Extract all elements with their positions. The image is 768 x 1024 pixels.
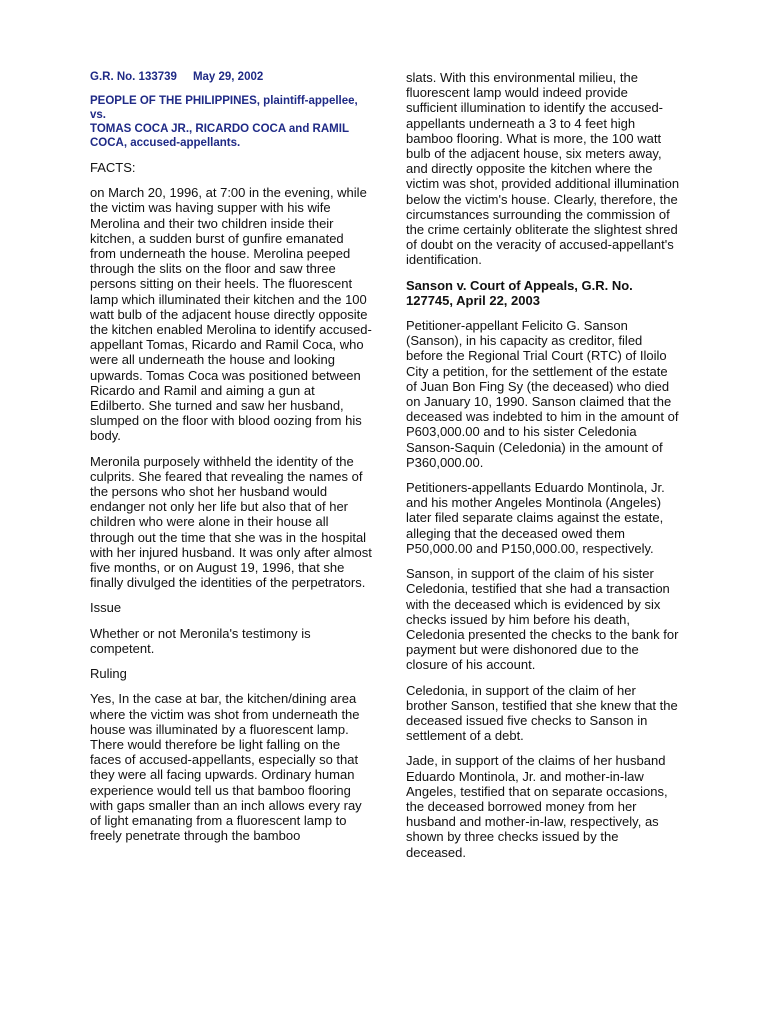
ruling-continued: slats. With this environmental milieu, the fluorescent lamp would indeed provide sufficient illumination to identify the accused-appellants underneath a 3 to 4 feet high bamboo flooring. What is more, the 100 watt bulb of the adjacent house, six meters away, and directly opposite the kitchen where the victim was shot, provided additional illumination below the victim's house. Clearly, therefore, the circumstances surrounding the commission of the crime certainly obliterate the slightest shred of doubt on the veracity of accused-appellant's identification. bbox=[406, 70, 680, 268]
case-2-paragraph-1: Petitioner-appellant Felicito G. Sanson (Sanson), in his capacity as creditor, filed before the Regional Trial Court (RTC) of Iloilo City a petition, for the settlement of the estate of Juan Bon Fing Sy (the deceased) who died on January 10, 1990. Sanson claimed that the deceased was indebted to him in the amount of P603,000.00 and to his sister Celedonia Sanson-Saquin (Celedonia) in the amount of P360,000.00. bbox=[406, 318, 679, 470]
issue-heading: Issue bbox=[90, 600, 122, 616]
case-header bbox=[90, 70, 372, 84]
right-column bbox=[406, 70, 680, 870]
case-parties bbox=[90, 94, 372, 150]
case-2-paragraph-5: Jade, in support of the claims of her husband Eduardo Montinola, Jr. and mother-in-law Angeles, testified that on separate occasions, the deceased borrowed money from her husband and mother-in-law, respectively, as shown by three checks issued by the deceased. bbox=[406, 753, 668, 860]
ruling-text: Yes, In the case at bar, the kitchen/dining area where the victim was shot from underneath the house was illuminated by a fluorescent lamp. There would therefore be light falling on the faces of accused-appellants, especially so that they were all facing upwards. Ordinary human experience would tell us that bamboo flooring with gaps smaller than an inch allows every ray of light emanating from a fluorescent lamp to freely penetrate through the bamboo bbox=[90, 691, 362, 844]
versus-label: vs. bbox=[90, 109, 106, 121]
facts-paragraph-2: Meronila purposely withheld the identity of the culprits. She feared that revealing the names of the persons who shot her husband would endanger not only her life but also that of her children who were alone in their house all through out the time that she was in the hospital with her injured husband. It was only after almost five months, or on August 19, 1996, that she finally divulged the identities of the perpetrators. bbox=[90, 453, 372, 591]
case-2-title: Sanson v. Court of Appeals, G.R. No. 127745, April 22, 2003 bbox=[406, 277, 633, 308]
left-column bbox=[90, 70, 372, 853]
case-2-paragraph-2: Petitioners-appellants Eduardo Montinola, Jr. and his mother Angeles Montinola (Angeles) later filed separate claims against the estate, alleging that the deceased owed them P50,000.00 and P150,000.00, respectively. bbox=[406, 480, 665, 556]
facts-heading: FACTS: bbox=[90, 160, 136, 175]
issue-text: Whether or not Meronila's testimony is competent. bbox=[90, 625, 311, 656]
party-accused: TOMAS COCA JR., RICARDO COCA and RAMIL COCA, accused-appellants. bbox=[90, 123, 349, 149]
case-date: May 29, 2002 bbox=[192, 71, 264, 83]
ruling-heading: Ruling bbox=[90, 666, 127, 682]
case-number: G.R. No. 133739 bbox=[90, 71, 177, 83]
facts-paragraph-1: on March 20, 1996, at 7:00 in the evening, while the victim was having supper with his wife Merolina and their two children inside their kitchen, a sudden burst of gunfire emanated from underneath the house. Merolina peeped through the slits on the floor and saw three persons sitting on their heels. The fluorescent lamp which illuminated their kitchen and the 100 watt bulb of the adjacent house directly opposite the kitchen enabled Merolina to identify accused-appellant Tomas, Ricardo and Ramil Coca, who were all underneath the house and looking upwards. Tomas Coca was positioned between Ricardo and Ramil and aiming a gun at Edilberto. She turned and saw her husband, slumped on the floor with blood oozing from his body. bbox=[90, 185, 372, 444]
party-plaintiff: PEOPLE OF THE PHILIPPINES, plaintiff-appellee, bbox=[90, 95, 358, 107]
case-2-paragraph-3: Sanson, in support of the claim of his sister Celedonia, testified that she had a transaction with the deceased which is evidenced by six checks issued by him before his death, Celedonia presented the checks to the bank for payment but were dishonored due to the closure of his account. bbox=[406, 566, 679, 673]
case-2-paragraph-4: Celedonia, in support of the claim of her brother Sanson, testified that she knew that the deceased issued five checks to Sanson in settlement of a debt. bbox=[406, 682, 678, 744]
